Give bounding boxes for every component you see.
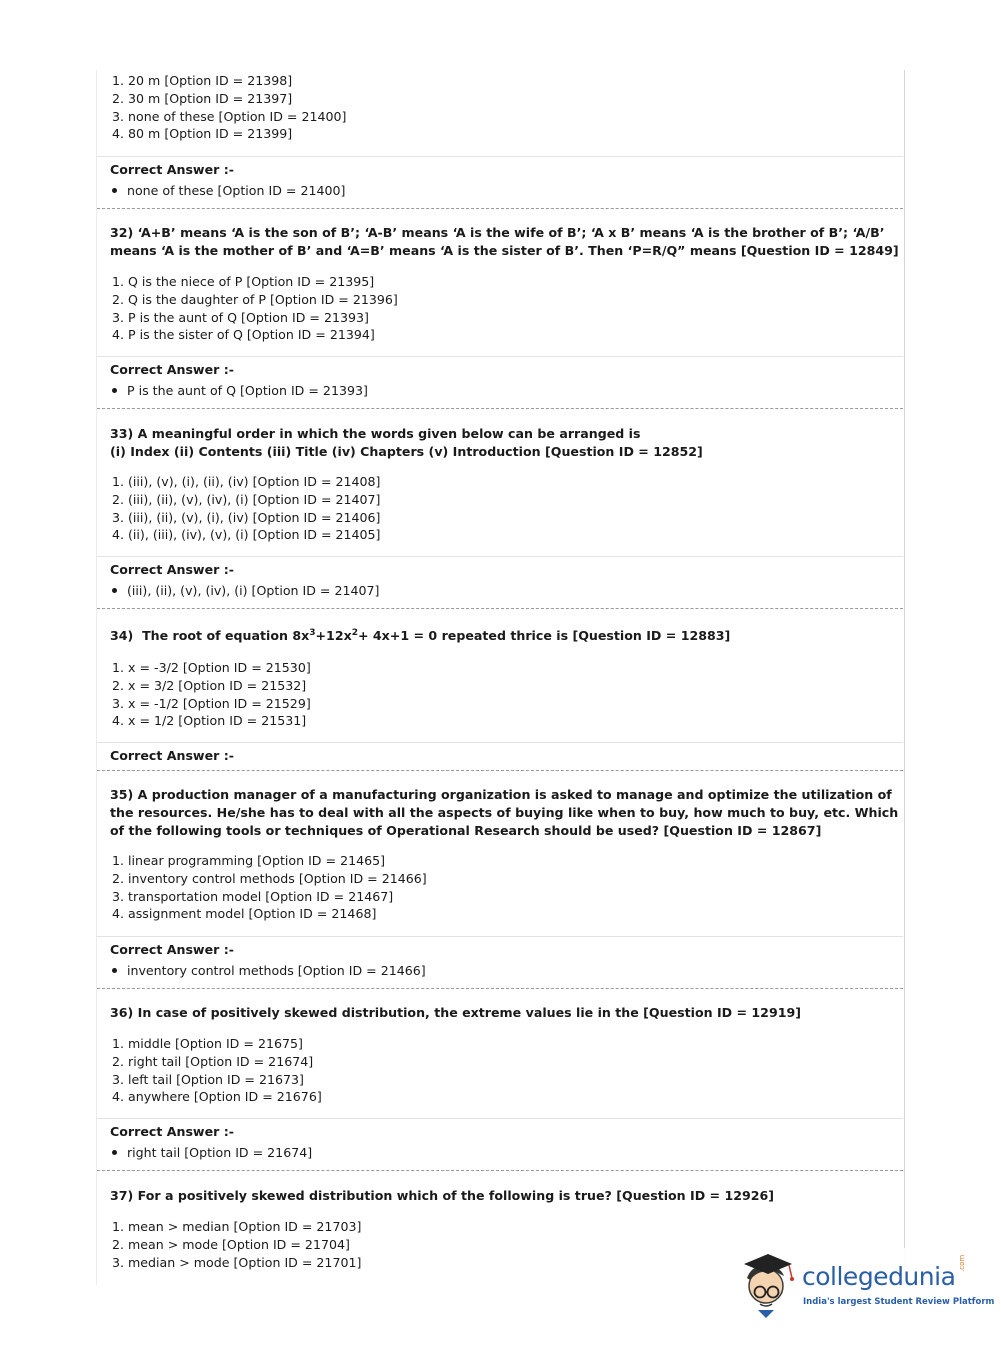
- q34-question: [110, 627, 900, 645]
- q35-option-1: 1. linear programming [Option ID = 21465]: [112, 853, 386, 868]
- q31-answer-text: none of these [Option ID = 21400]: [127, 183, 346, 198]
- q35-options: [112, 852, 427, 923]
- bullet-icon: [112, 968, 117, 973]
- q37-option-1: 1. mean > median [Option ID = 21703]: [112, 1219, 362, 1234]
- question-separator: [97, 770, 903, 771]
- q32-options: [112, 273, 398, 344]
- logo-wordmark: collegedunia: [802, 1262, 956, 1291]
- q34-option-3: 3. x = -1/2 [Option ID = 21529]: [112, 695, 311, 711]
- q33-question: [110, 425, 900, 461]
- q35-answer-text: inventory control methods [Option ID = 21466]: [127, 963, 426, 978]
- bullet-icon: [112, 388, 117, 393]
- q33-options: [112, 473, 380, 544]
- q34-answer-label: Correct Answer :-: [110, 748, 234, 763]
- q37-options: [112, 1218, 361, 1271]
- q34-options: [112, 659, 311, 730]
- q36-option-1: 1. middle [Option ID = 21675]: [112, 1036, 303, 1051]
- q32-option-3: 3. P is the aunt of Q [Option ID = 21393]: [112, 309, 369, 325]
- bullet-icon: [112, 1150, 117, 1155]
- divider: [97, 936, 903, 937]
- logo-tagline: India's largest Student Review Platform: [803, 1297, 995, 1307]
- bullet-icon: [112, 588, 117, 593]
- q36-option-4: 4. anywhere [Option ID = 21676]: [112, 1089, 322, 1105]
- q31-option-2: 2. 30 m [Option ID = 21397]: [112, 90, 293, 106]
- q36-options: [112, 1035, 322, 1106]
- q31-option-4: 4. 80 m [Option ID = 21399]: [112, 126, 293, 142]
- q37-option-2: 2. mean > mode [Option ID = 21704]: [112, 1236, 350, 1252]
- q31-option-3: 3. none of these [Option ID = 21400]: [112, 108, 347, 124]
- q33-question-line-1: 33) A meaningful order in which the words given below can be arranged is: [110, 426, 641, 441]
- divider: [97, 742, 903, 743]
- q32-answer-text: P is the aunt of Q [Option ID = 21393]: [127, 383, 368, 398]
- q32-answer: [112, 383, 368, 398]
- q34-text-c: + 4x+1 = 0 repeated thrice is [Question ID = 12883]: [357, 628, 731, 643]
- question-separator: [97, 608, 903, 609]
- q33-option-1: 1. (iii), (v), (i), (ii), (iv) [Option ID = 21408]: [112, 474, 381, 489]
- q32-option-2: 2. Q is the daughter of P [Option ID = 21396]: [112, 291, 398, 307]
- divider: [97, 556, 903, 557]
- q34-exp-1: 3: [309, 627, 316, 638]
- q37-question: 37) For a positively skewed distribution which of the following is true? [Question ID = 12926]: [110, 1188, 775, 1203]
- q34-option-4: 4. x = 1/2 [Option ID = 21531]: [112, 713, 307, 729]
- q36-question: 36) In case of positively skewed distribution, the extreme values lie in the [Question ID = 12919]: [110, 1005, 801, 1020]
- q35-answer: [112, 963, 426, 978]
- q34-text-b: +12x: [315, 628, 352, 643]
- q31-option-1: 1. 20 m [Option ID = 21398]: [112, 73, 293, 88]
- q33-question-line-2: (i) Index (ii) Contents (iii) Title (iv) Chapters (v) Introduction [Question ID = 12852]: [110, 444, 703, 459]
- q32-option-4: 4. P is the sister of Q [Option ID = 21394]: [112, 327, 375, 343]
- q31-options: [112, 72, 346, 143]
- logo-domain-suffix: .com: [958, 1254, 966, 1272]
- divider: [97, 156, 903, 157]
- q33-option-2: 2. (iii), (ii), (v), (iv), (i) [Option ID = 21407]: [112, 491, 381, 507]
- q37-option-3: 3. median > mode [Option ID = 21701]: [112, 1254, 362, 1270]
- q33-option-4: 4. (ii), (iii), (iv), (v), (i) [Option ID = 21405]: [112, 527, 381, 543]
- q35-option-3: 3. transportation model [Option ID = 21467]: [112, 888, 394, 904]
- q35-answer-label: Correct Answer :-: [110, 942, 234, 957]
- q33-answer: [112, 583, 379, 598]
- q35-question: 35) A production manager of a manufacturing organization is asked to manage and optimize the utilization of the resources. He/she has to deal with all the aspects of buying like when to buy, how much to buy, etc. Which of the following tools or techniques of Operational Research should be used? [Question ID = 12867]: [110, 787, 899, 838]
- q35-option-4: 4. assignment model [Option ID = 21468]: [112, 906, 377, 922]
- q36-answer-text: right tail [Option ID = 21674]: [127, 1145, 313, 1160]
- question-separator: [97, 1170, 903, 1171]
- q34-option-1: 1. x = -3/2 [Option ID = 21530]: [112, 660, 311, 675]
- q32-question: 32) ‘A+B’ means ‘A is the son of B’; ‘A-B’ means ‘A is the wife of B’; ‘A x B’ means ‘A is the brother of B’; ‘A/B’ means ‘A is the mother of B’ and ‘A=B’ means ‘A is the sister of B’. Then ‘P=R/Q” means [Question ID = 12849]: [110, 225, 899, 258]
- divider: [97, 1118, 903, 1119]
- bullet-icon: [112, 188, 117, 193]
- q36-answer: [112, 1145, 312, 1160]
- q31-answer: [112, 183, 345, 198]
- q34-text-a: The root of equation 8x: [142, 628, 310, 643]
- question-separator: [97, 408, 903, 409]
- q34-number: 34): [110, 628, 134, 643]
- q33-option-3: 3. (iii), (ii), (v), (i), (iv) [Option ID = 21406]: [112, 509, 381, 525]
- q32-answer-label: Correct Answer :-: [110, 362, 234, 377]
- question-separator: [97, 988, 903, 989]
- q31-answer-label: Correct Answer :-: [110, 162, 234, 177]
- q32-option-1: 1. Q is the niece of P [Option ID = 21395]: [112, 274, 375, 289]
- q36-option-3: 3. left tail [Option ID = 21673]: [112, 1071, 304, 1087]
- question-separator: [97, 208, 903, 209]
- divider: [97, 356, 903, 357]
- q34-option-2: 2. x = 3/2 [Option ID = 21532]: [112, 677, 307, 693]
- q36-option-2: 2. right tail [Option ID = 21674]: [112, 1053, 314, 1069]
- q35-option-2: 2. inventory control methods [Option ID = 21466]: [112, 870, 427, 886]
- q33-answer-label: Correct Answer :-: [110, 562, 234, 577]
- q33-answer-text: (iii), (ii), (v), (iv), (i) [Option ID = 21407]: [127, 583, 380, 598]
- q34-exp-2: 2: [351, 627, 358, 638]
- q36-answer-label: Correct Answer :-: [110, 1124, 234, 1139]
